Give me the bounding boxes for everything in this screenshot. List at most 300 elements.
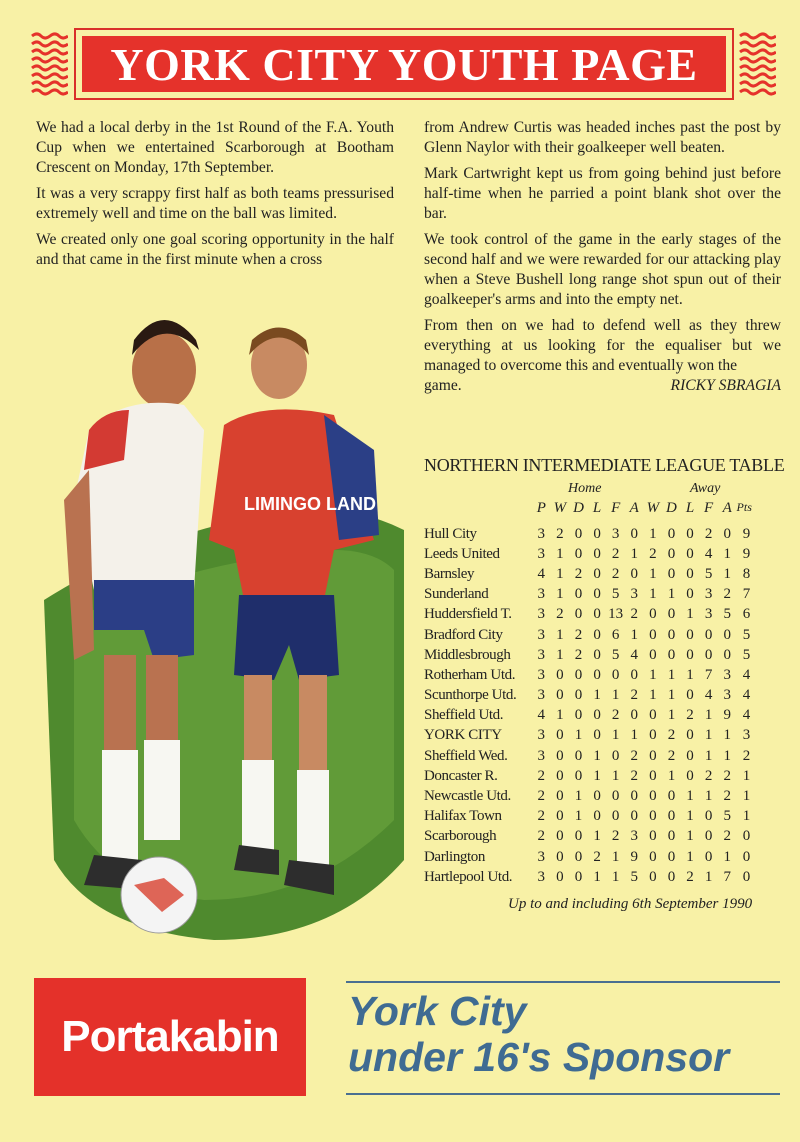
stat-cell: 0	[649, 848, 657, 865]
stat-cell: 0	[686, 687, 694, 704]
stat-cell: 0	[556, 687, 564, 704]
stat-cell: 0	[556, 868, 564, 885]
signature-line	[424, 376, 781, 396]
stat-cell: 0	[556, 767, 564, 784]
stat-cell: 1	[593, 828, 601, 845]
tagline-line-2: under 16's Sponsor	[348, 1034, 730, 1080]
stat-cell: 0	[649, 707, 657, 724]
stat-cell: 4	[704, 687, 713, 704]
stat-cells	[532, 808, 757, 825]
stat-cell: 8	[742, 565, 751, 582]
team-name: Bradford City	[424, 626, 503, 643]
table-row	[424, 827, 786, 847]
stat-cell: 5	[630, 868, 639, 885]
stat-cell: 1	[704, 788, 713, 805]
stat-cells	[532, 667, 757, 684]
stat-cell: 0	[667, 626, 676, 643]
stat-cell: 0	[611, 747, 620, 764]
table-footnote: Up to and including 6th September 1990	[508, 896, 753, 912]
stat-cell: 1	[686, 828, 694, 845]
tagline-line-1: York City	[348, 988, 527, 1034]
stat-cell: 1	[611, 868, 620, 885]
stat-cell: 0	[611, 808, 620, 825]
stat-cell: 9	[723, 707, 731, 724]
stat-cell: 2	[611, 545, 620, 562]
stat-cell: 0	[593, 586, 601, 603]
stat-cell: 0	[574, 586, 583, 603]
stat-cell: 5	[742, 646, 751, 663]
stat-cells	[532, 788, 757, 805]
article-paragraph: Mark Cartwright kept us from going behind just before half-time when he parried a point blank shot over the bar.	[424, 165, 781, 222]
league-table-title: NORTHERN INTERMEDIATE LEAGUE TABLE	[424, 455, 785, 475]
stat-cell: 0	[667, 525, 676, 542]
table-row	[424, 847, 786, 867]
team-name: Darlington	[424, 848, 485, 865]
team-name: Huddersfield T.	[424, 606, 512, 623]
stat-cells	[532, 687, 757, 704]
stat-cell: 5	[723, 808, 731, 825]
column-header: A	[722, 500, 732, 516]
stat-cell: 2	[704, 525, 713, 542]
stat-cell: 0	[686, 727, 694, 744]
stat-cell: 0	[704, 808, 713, 825]
stat-cell: 3	[537, 646, 546, 663]
stat-cell: 5	[742, 626, 751, 643]
stat-cell: 0	[686, 747, 694, 764]
stat-cell: 0	[723, 626, 731, 643]
stat-cell: 3	[630, 828, 639, 845]
stat-cell: 0	[667, 848, 676, 865]
team-name: Newcastle Utd.	[424, 788, 511, 805]
team-name: Hartlepool Utd.	[424, 868, 513, 885]
stat-cell: 2	[537, 828, 546, 845]
article-paragraph: It was a very scrappy first half as both teams pressurised extremely well and time on the ball was limited.	[36, 185, 394, 222]
stat-cell: 0	[686, 545, 694, 562]
away-header: Away	[690, 481, 721, 496]
stat-cell: 3	[723, 666, 731, 683]
stat-cell: 7	[723, 868, 731, 885]
stat-cell: 5	[723, 606, 731, 623]
table-row	[424, 766, 786, 786]
stat-cell: 0	[686, 767, 694, 784]
stat-cell: 0	[649, 727, 657, 744]
stat-cell: 1	[686, 606, 694, 623]
stat-cell: 1	[649, 666, 657, 683]
stat-cell: 0	[593, 666, 601, 683]
stat-cell: 0	[574, 707, 583, 724]
author-signature: RICKY SBRAGIA	[670, 377, 781, 394]
stat-cell: 0	[667, 606, 676, 623]
stat-cell: 3	[537, 525, 546, 542]
stat-cell: 0	[630, 707, 639, 724]
stat-cell: 1	[704, 727, 713, 744]
stat-cell: 1	[556, 646, 564, 663]
stat-cell: 2	[630, 747, 639, 764]
stat-cell: 1	[611, 848, 620, 865]
stat-cell: 0	[704, 646, 713, 663]
stat-cell: 0	[704, 848, 713, 865]
stat-cell: 2	[667, 747, 676, 764]
team-name: Scunthorpe Utd.	[424, 687, 517, 704]
stat-cell: 1	[611, 687, 620, 704]
stat-cell: 0	[649, 788, 657, 805]
stat-cell: 0	[574, 868, 583, 885]
stat-cell: 1	[556, 565, 564, 582]
stat-cell: 2	[723, 788, 731, 805]
stat-cell: 0	[667, 565, 676, 582]
stat-cell: 0	[742, 828, 751, 845]
stat-cell: 4	[742, 707, 751, 724]
wave-pattern-left	[30, 30, 68, 98]
stat-cell: 1	[667, 687, 676, 704]
article-left-column	[36, 118, 394, 276]
stat-cell: 1	[723, 848, 731, 865]
stat-cell: 1	[742, 808, 751, 825]
stat-cell: 2	[556, 606, 564, 623]
stat-cell: 1	[686, 808, 694, 825]
stat-cells	[532, 566, 757, 583]
stat-cell: 2	[704, 767, 713, 784]
stat-cell: 1	[630, 545, 639, 562]
table-row	[424, 807, 786, 827]
stat-cell: 1	[574, 788, 583, 805]
stat-cell: 0	[593, 545, 601, 562]
stat-cell: 1	[574, 808, 583, 825]
stat-cell: 0	[593, 707, 601, 724]
divider	[346, 981, 780, 983]
stat-cell: 2	[630, 687, 639, 704]
stat-cell: 13	[608, 606, 624, 623]
stat-cells	[532, 627, 757, 644]
stat-cell: 2	[537, 808, 546, 825]
stat-cell: 1	[649, 525, 657, 542]
stat-cell: 4	[742, 666, 751, 683]
stat-cell: 0	[649, 606, 657, 623]
stat-cell: 0	[667, 808, 676, 825]
stat-cell: 4	[537, 707, 546, 724]
stat-cells	[532, 869, 757, 886]
stat-cell: 1	[630, 727, 639, 744]
stat-cells	[532, 707, 757, 724]
stat-cell: 2	[723, 828, 731, 845]
stat-cell: 1	[723, 565, 731, 582]
article-paragraph: We created only one goal scoring opportunity in the half and that came in the first minute when a cross	[36, 231, 394, 268]
divider	[346, 1093, 780, 1095]
stat-cell: 2	[611, 565, 620, 582]
stat-cell: 2	[574, 646, 583, 663]
stat-cell: 1	[667, 666, 676, 683]
team-name: YORK CITY	[424, 727, 502, 744]
stat-cell: 3	[704, 606, 713, 623]
stat-cell: 0	[649, 828, 657, 845]
stat-cells	[532, 828, 757, 845]
football	[121, 857, 197, 933]
final-paragraph-text: From then on we had to defend well as they threw everything at us looking for the equaliser but we managed to overcome this and eventually won the	[424, 317, 781, 374]
stat-cell: 1	[556, 586, 564, 603]
players-photo	[34, 300, 414, 950]
stat-cell: 3	[611, 525, 620, 542]
league-table	[424, 524, 786, 887]
stat-cells	[532, 586, 757, 603]
page-title: YORK CITY YOUTH PAGE	[110, 38, 698, 90]
column-header: D	[666, 500, 677, 516]
stat-cell: 0	[574, 848, 583, 865]
table-row	[424, 726, 786, 746]
stat-cell: 5	[704, 565, 713, 582]
table-row	[424, 665, 786, 685]
table-row	[424, 786, 786, 806]
stat-cell: 0	[630, 666, 639, 683]
stat-cell: 2	[667, 727, 676, 744]
stat-cell: 0	[556, 848, 564, 865]
stat-cell: 2	[686, 868, 694, 885]
stat-cell: 9	[742, 525, 751, 542]
stat-cell: 0	[556, 666, 564, 683]
sponsor-logo	[34, 978, 306, 1096]
stat-cell: 0	[574, 767, 583, 784]
stat-cell: 0	[723, 525, 731, 542]
stat-cell: 0	[556, 747, 564, 764]
article-paragraph: We took control of the game in the early stages of the second half and we were rewarded for our attacking play when a Steve Bushell long range shot spun out of their goalkeeper's arms and into the empty net.	[424, 231, 781, 308]
team-name: Scarborough	[424, 828, 497, 845]
stat-cells	[532, 849, 757, 866]
stat-cell: 0	[686, 586, 694, 603]
stat-cell: 0	[649, 646, 657, 663]
stat-cell: 2	[556, 525, 564, 542]
title-banner	[82, 36, 726, 92]
table-row	[424, 746, 786, 766]
stat-cell: 2	[537, 788, 546, 805]
stat-cell: 1	[649, 565, 657, 582]
stat-cell: 2	[611, 828, 620, 845]
stat-cell: 3	[704, 586, 713, 603]
home-header: Home	[568, 481, 602, 496]
stat-cell: 6	[611, 626, 620, 643]
stat-cell: 0	[667, 868, 676, 885]
stat-cell: 0	[593, 606, 601, 623]
stat-cell: 1	[611, 727, 620, 744]
stat-cell: 3	[742, 727, 751, 744]
stat-cell: 0	[649, 626, 657, 643]
stat-cell: 0	[556, 727, 564, 744]
stat-cell: 0	[630, 525, 639, 542]
stat-cell: 1	[593, 868, 601, 885]
stat-cell: 1	[742, 788, 751, 805]
stat-cell: 1	[704, 707, 713, 724]
stat-cell: 0	[667, 545, 676, 562]
article-right-column	[424, 118, 781, 396]
stat-cell: 5	[611, 646, 620, 663]
stat-cell: 1	[593, 747, 601, 764]
stat-cell: 2	[574, 565, 583, 582]
stat-cell: 4	[704, 545, 713, 562]
final-word: game.	[424, 377, 462, 394]
table-row	[424, 625, 786, 645]
stat-cell: 0	[686, 646, 694, 663]
column-header: Pts	[736, 500, 752, 514]
stat-cell: 0	[593, 646, 601, 663]
stat-cell: 1	[667, 767, 676, 784]
team-name: Doncaster R.	[424, 767, 498, 784]
team-name: Middlesbrough	[424, 646, 511, 663]
table-row	[424, 867, 786, 887]
table-row	[424, 524, 786, 544]
stat-cells	[532, 748, 757, 765]
column-header: L	[685, 500, 695, 516]
stat-cell: 0	[574, 606, 583, 623]
stat-cell: 5	[611, 586, 620, 603]
stat-cell: 3	[537, 606, 546, 623]
stat-cell: 1	[556, 545, 564, 562]
stat-cell: 3	[537, 687, 546, 704]
team-name: Halifax Town	[424, 808, 502, 825]
table-row	[424, 686, 786, 706]
stat-cell: 1	[686, 666, 694, 683]
stat-cell: 2	[611, 707, 620, 724]
title-frame	[74, 28, 734, 100]
stat-cell: 3	[537, 666, 546, 683]
stat-cell: 0	[667, 788, 676, 805]
stat-cell: 1	[556, 626, 564, 643]
stat-cell: 0	[686, 565, 694, 582]
column-header: L	[592, 500, 602, 516]
stat-cell: 1	[742, 767, 751, 784]
stat-cell: 0	[574, 666, 583, 683]
stat-cell: 0	[593, 565, 601, 582]
wave-pattern-right	[738, 30, 776, 98]
stat-cell: 1	[723, 747, 731, 764]
stat-cells	[532, 647, 757, 664]
stat-cell: 0	[704, 828, 713, 845]
article-paragraph: We had a local derby in the 1st Round of the F.A. Youth Cup when we entertained Scarborough at Bootham Crescent on Monday, 17th September.	[36, 119, 394, 176]
stat-cell: 4	[537, 565, 546, 582]
team-name: Barnsley	[424, 565, 475, 582]
stat-cell: 2	[630, 767, 639, 784]
stat-cell: 1	[723, 545, 731, 562]
stat-cell: 1	[704, 747, 713, 764]
stat-cell: 1	[574, 727, 583, 744]
sponsor-tagline	[348, 988, 729, 1080]
stat-cell: 3	[537, 868, 546, 885]
stat-cell: 1	[593, 687, 601, 704]
stat-cell: 0	[556, 788, 564, 805]
stat-cell: 1	[649, 687, 657, 704]
stat-cell: 0	[667, 828, 676, 845]
stat-cell: 1	[686, 788, 694, 805]
stat-cell: 0	[742, 848, 751, 865]
stat-cell: 0	[556, 828, 564, 845]
article-paragraph: from Andrew Curtis was headed inches past the post by Glenn Naylor with their goalkeeper well beaten.	[424, 119, 781, 156]
stat-cell: 0	[630, 808, 639, 825]
stat-cell: 7	[742, 586, 751, 603]
stat-cell: 0	[630, 788, 639, 805]
stat-cell: 1	[556, 707, 564, 724]
stat-cells	[532, 768, 757, 785]
stat-cell: 0	[593, 525, 601, 542]
stat-cell: 1	[667, 586, 676, 603]
stat-cell: 0	[649, 868, 657, 885]
stat-cell: 0	[593, 727, 601, 744]
article-paragraph-final	[424, 316, 781, 376]
stat-cell: 0	[649, 808, 657, 825]
stat-cell: 0	[574, 828, 583, 845]
table-row	[424, 585, 786, 605]
stat-cell: 7	[704, 666, 713, 683]
stat-cell: 1	[593, 767, 601, 784]
stat-cell: 0	[630, 565, 639, 582]
team-name: Sheffield Wed.	[424, 747, 508, 764]
svg-text:LIMINGO LAND: LIMINGO LAND	[244, 494, 376, 514]
stat-cell: 3	[537, 545, 546, 562]
stat-cell: 3	[630, 586, 639, 603]
stat-cell: 4	[742, 687, 751, 704]
team-name: Hull City	[424, 525, 477, 542]
stat-cell: 0	[574, 747, 583, 764]
stat-cell: 1	[630, 626, 639, 643]
stat-cell: 0	[574, 545, 583, 562]
stat-cell: 0	[742, 868, 751, 885]
column-header: P	[536, 500, 546, 516]
team-name: Rotherham Utd.	[424, 666, 516, 683]
stat-cell: 2	[630, 606, 639, 623]
stat-cell: 2	[723, 586, 731, 603]
team-name: Leeds United	[424, 545, 500, 562]
stat-cell: 0	[593, 808, 601, 825]
stat-cell: 0	[574, 687, 583, 704]
column-header: F	[611, 500, 621, 516]
stat-cell: 4	[630, 646, 639, 663]
stat-cell: 0	[723, 646, 731, 663]
stat-cell: 2	[742, 747, 751, 764]
stat-cells	[532, 526, 757, 543]
stat-cell: 0	[574, 525, 583, 542]
column-header: D	[573, 500, 584, 516]
stat-cell: 0	[667, 646, 676, 663]
stat-cell: 2	[537, 767, 546, 784]
stat-cell: 9	[742, 545, 751, 562]
stat-cell: 0	[686, 525, 694, 542]
stat-cell: 0	[611, 666, 620, 683]
stat-cell: 6	[742, 606, 751, 623]
table-row	[424, 605, 786, 625]
stat-cell: 2	[574, 626, 583, 643]
stat-cell: 1	[723, 727, 731, 744]
column-header: W	[646, 500, 660, 516]
stat-cell: 3	[537, 727, 546, 744]
stat-cell: 2	[686, 707, 694, 724]
column-header: F	[704, 500, 714, 516]
stat-cell: 3	[723, 687, 731, 704]
stat-cell: 0	[649, 747, 657, 764]
stat-cell: 1	[611, 767, 620, 784]
stat-cell: 1	[704, 868, 713, 885]
table-row	[424, 544, 786, 564]
stat-cell: 1	[686, 848, 694, 865]
stat-cell: 3	[537, 626, 546, 643]
stat-cell: 1	[649, 586, 657, 603]
column-header: A	[629, 500, 639, 516]
stat-cells	[532, 546, 757, 563]
stat-cell: 0	[704, 626, 713, 643]
stat-cell: 0	[649, 767, 657, 784]
team-name: Sheffield Utd.	[424, 707, 504, 724]
column-header: W	[553, 500, 567, 516]
column-headers	[532, 500, 763, 517]
stat-cells	[532, 727, 757, 744]
stat-cell: 2	[593, 848, 601, 865]
stat-cell: 0	[593, 788, 601, 805]
stat-cell: 0	[611, 788, 620, 805]
